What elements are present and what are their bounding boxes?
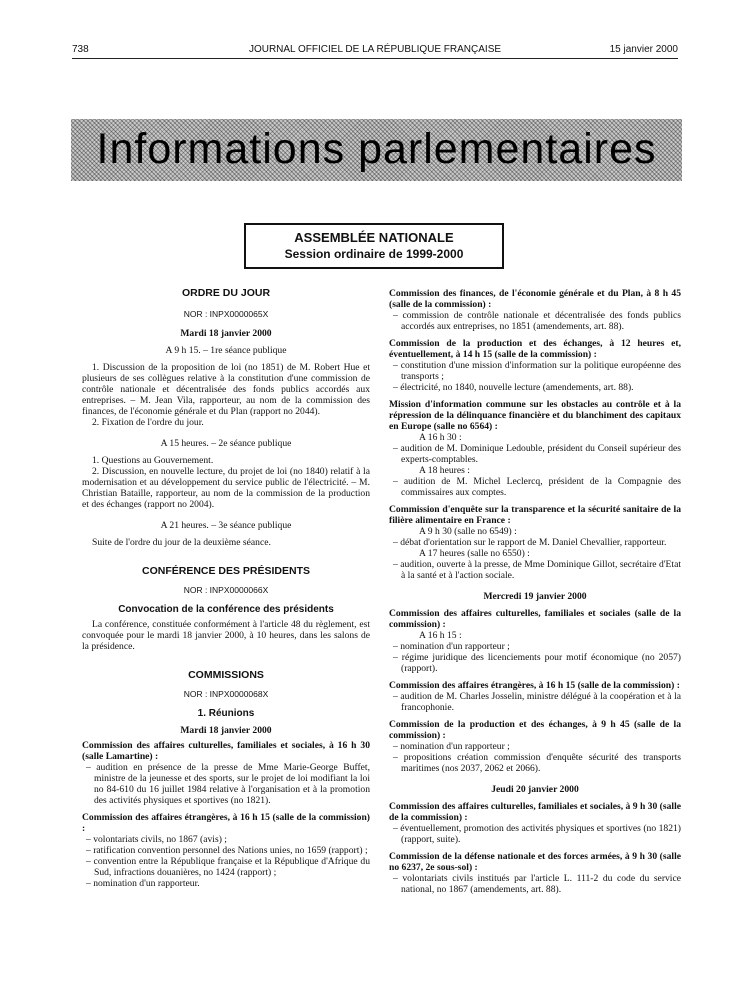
day-heading: Mardi 18 janvier 2000 <box>180 725 272 736</box>
convocation-heading: Convocation de la conférence des présidents <box>118 604 334 615</box>
commissions-heading: COMMISSIONS <box>188 669 264 681</box>
agenda-item: – régime juridique des licenciements pour motif économique (no 2057) (rapport). <box>393 652 681 674</box>
agenda-item: – nomination d'un rapporteur. <box>86 878 200 889</box>
commissions-nor: NOR : INPX0000068X <box>183 689 269 699</box>
agenda-item: – volontariats civils institués par l'article L. 111-2 du code du service national, no 1867 (amendements, art. 88). <box>393 873 681 895</box>
reunions-heading: 1. Réunions <box>197 708 255 719</box>
agenda-time: A 17 heures (salle no 6550) : <box>419 548 530 559</box>
assemblee-title: ASSEMBLÉE NATIONALE <box>294 230 454 245</box>
ordre-nor: NOR : INPX0000065X <box>183 309 269 319</box>
commission-heading: Commission des affaires étrangères, à 16 h 15 (salle de la commission) : <box>82 812 370 834</box>
commission-heading: Commission des affaires étrangères, à 16 h 15 (salle de la commission) : <box>389 680 680 691</box>
agenda-item: – audition en présence de la presse de Mme Marie-George Buffet, ministre de la jeunesse et des sports, sur le projet de loi modifiant la loi no 84-610 du 16 juillet 1984 relative à l'organisation et à la promotion des activités physiques et sportives (no 1821). <box>86 762 370 806</box>
banner-title: Informations parlementaires <box>96 125 657 173</box>
agenda-item: – audition, ouverte à la presse, de Mme Dominique Gillot, secrétaire d'Etat à la santé et à l'action sociale. <box>393 559 681 581</box>
convocation-text: La conférence, constituée conformément à l'article 48 du règlement, est convoquée pour le mardi 18 janvier 2000, à 10 heures, dans les salons de la présidence. <box>82 619 370 652</box>
section-banner <box>71 119 682 181</box>
seance-item: Suite de l'ordre du jour de la deuxième séance. <box>92 537 271 548</box>
agenda-item: – débat d'orientation sur le rapport de M. Daniel Chevallier, rapporteur. <box>393 537 667 548</box>
commission-heading: Commission des affaires culturelles, familiales et sociales, à 16 h 30 (salle Lamartine) : <box>82 740 370 762</box>
commission-heading: Commission des affaires culturelles, familiales et sociales (salle de la commission) : <box>389 608 681 630</box>
agenda-time: A 9 h 30 (salle no 6549) : <box>419 526 517 537</box>
agenda-item: – commission de contrôle nationale et décentralisée des fonds publics accordés aux entreprises, no 1851 (amendements, art. 88). <box>393 310 681 332</box>
agenda-item: – électricité, no 1840, nouvelle lecture (amendements, art. 88). <box>393 382 634 393</box>
agenda-item: – constitution d'une mission d'information sur la politique européenne des transports ; <box>393 360 681 382</box>
page-number: 738 <box>72 44 89 55</box>
agenda-item: – éventuellement, promotion des activités physiques et sportives (no 1821) (rapport, suite). <box>393 823 681 845</box>
seance-item: 2. Discussion, en nouvelle lecture, du projet de loi (no 1840) relatif à la modernisation et au développement du service public de l'électricité. – M. Christian Bataille, rapporteur, au nom de la commission de la production et des échanges (rapport no 2004). <box>82 466 370 510</box>
conference-heading: CONFÉRENCE DES PRÉSIDENTS <box>141 565 311 577</box>
seance-time: A 21 heures. – 3e séance publique <box>160 520 292 531</box>
seance-time: A 9 h 15. – 1re séance publique <box>165 345 287 356</box>
issue-date: 15 janvier 2000 <box>609 44 678 55</box>
conference-nor: NOR : INPX0000066X <box>183 585 269 595</box>
commission-heading: Commission des affaires culturelles, familiales et sociales, à 9 h 30 (salle de la commission) : <box>389 801 681 823</box>
seance-item: 2. Fixation de l'ordre du jour. <box>92 417 204 428</box>
day-heading: Jeudi 20 janvier 2000 <box>491 784 579 795</box>
agenda-item: – audition de M. Dominique Ledouble, président du Conseil supérieur des experts-comptables. <box>393 443 681 465</box>
agenda-item: – nomination d'un rapporteur ; <box>393 741 510 752</box>
session-title: Session ordinaire de 1999-2000 <box>284 247 464 261</box>
commission-heading: Mission d'information commune sur les obstacles au contrôle et à la répression de la délinquance financière et du blanchiment des capitaux en Europe (salle no 6564) : <box>389 399 681 432</box>
agenda-item: – nomination d'un rapporteur ; <box>393 641 510 652</box>
agenda-item: – volontariats civils, no 1867 (avis) ; <box>86 834 227 845</box>
day-heading: Mercredi 19 janvier 2000 <box>483 591 587 602</box>
assemblee-box <box>244 223 504 269</box>
agenda-item: – audition de M. Michel Leclercq, président de la Compagnie des commissaires aux comptes. <box>393 476 681 498</box>
commission-heading: Commission d'enquête sur la transparence et la sécurité sanitaire de la filière alimentaire en France : <box>389 504 681 526</box>
seance-item: 1. Discussion de la proposition de loi (no 1851) de M. Robert Hue et plusieurs de ses collègues relative à la constitution d'une commission de contrôle nationale et décentralisée des fonds publics accordés aux entreprises. – M. Jean Vila, rapporteur, au nom de la commission des finances, de l'économie générale et du Plan (rapport no 2044). <box>82 362 370 417</box>
agenda-item: – ratification convention personnel des Nations unies, no 1659 (rapport) ; <box>86 845 368 856</box>
commission-heading: Commission de la production et des échanges, à 9 h 45 (salle de la commission) : <box>389 719 681 741</box>
agenda-time: A 16 h 30 : <box>419 432 462 443</box>
page-header <box>72 44 678 59</box>
left-column <box>82 288 370 889</box>
commission-heading: Commission des finances, de l'économie générale et du Plan, à 8 h 45 (salle de la commission) : <box>389 288 681 310</box>
agenda-time: A 16 h 15 : <box>419 630 462 641</box>
agenda-item: – propositions création commission d'enquête sécurité des transports maritimes (nos 2037, 2062 et 2066). <box>393 752 681 774</box>
commission-heading: Commission de la défense nationale et des forces armées, à 9 h 30 (salle no 6237, 2e sous-sol) : <box>389 851 681 873</box>
commission-heading: Commission de la production et des échanges, à 12 heures et, éventuellement, à 14 h 15 (salle de la commission) : <box>389 338 681 360</box>
journal-title: JOURNAL OFFICIEL DE LA RÉPUBLIQUE FRANÇAISE <box>248 44 502 55</box>
agenda-time: A 18 heures : <box>419 465 470 476</box>
agenda-item: – audition de M. Charles Josselin, ministre délégué à la coopération et à la francophonie. <box>393 691 681 713</box>
ordre-du-jour-heading: ORDRE DU JOUR <box>181 287 271 299</box>
seance-item: 1. Questions au Gouvernement. <box>92 455 214 466</box>
seance-time: A 15 heures. – 2e séance publique <box>160 438 292 449</box>
day-heading: Mardi 18 janvier 2000 <box>180 328 272 339</box>
right-column <box>389 288 681 895</box>
agenda-item: – convention entre la République française et la République d'Afrique du Sud, infractions douanières, no 1424 (rapport) ; <box>86 856 370 878</box>
